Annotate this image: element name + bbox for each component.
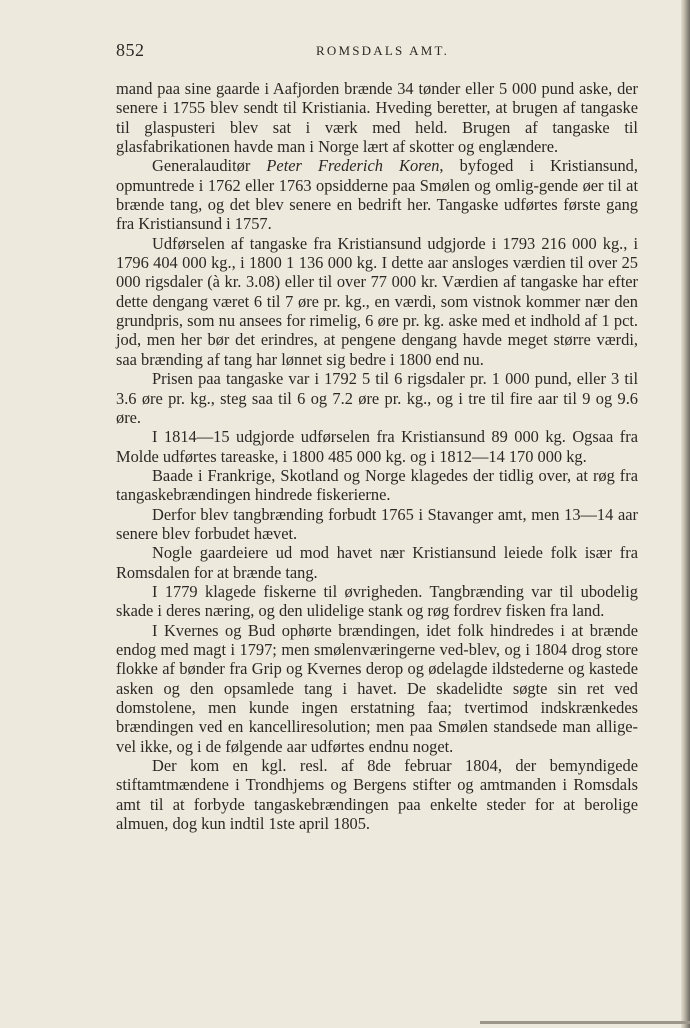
paragraph-text: , byfoged i Kristiansund, opmuntrede i 1762 eller 1763 opsidderne paa Smølen og omlig-gende øer til at brænde tang, og det blev senere en bedrift her. Tangaske udførtes første gang fra Kristiansund i 1757. <box>116 156 638 234</box>
paragraph <box>116 156 638 233</box>
paragraph: Prisen paa tangaske var i 1792 5 til 6 rigsdaler pr. 1 000 pund, eller 3 til 3.6 øre pr. kg., steg saa til 6 og 7.2 øre pr. kg., og i tre til fire aar til 9 og 9.6 øre. <box>116 369 638 427</box>
paragraph: Nogle gaardeiere ud mod havet nær Kristiansund leiede folk især fra Romsdalen for at brænde tang. <box>116 543 638 582</box>
paragraph: mand paa sine gaarde i Aafjorden brænde 34 tønder eller 5 000 pund aske, der senere i 1755 blev sendt til Kristiania. Hveding beretter, at brugen af tangaske til glaspusteri blev sat i værk med held. Brugen af tangaske til glasfabrikationen havde man i Norge lært af skotter og englændere. <box>116 79 638 157</box>
paragraph: Baade i Frankrige, Skotland og Norge klagedes der tidlig over, at røg fra tangaskebrændingen hindrede fiskerierne. <box>116 465 638 505</box>
page-header <box>116 40 638 62</box>
paragraph-text: Generalauditør <box>152 156 267 176</box>
page-edge <box>681 0 690 1028</box>
paragraph: Derfor blev tangbrænding forbudt 1765 i Stavanger amt, men 13—14 aar senere blev forbudet hævet. <box>116 504 638 543</box>
paragraph: I 1814—15 udgjorde udførselen fra Kristiansund 89 000 kg. Ogsaa fra Molde udførtes tareaske, i 1800 485 000 kg. og i 1812—14 170 000 kg. <box>116 427 638 466</box>
paragraph: I 1779 klagede fiskerne til øvrigheden. Tangbrænding var til ubodelig skade i deres næring, og den ulidelige stank og røg fordrev fisken fra land. <box>116 581 638 621</box>
page-bottom-edge <box>480 1021 690 1024</box>
body-text <box>116 79 638 833</box>
running-title: ROMSDALS AMT. <box>316 43 450 58</box>
paragraph: Udførselen af tangaske fra Kristiansund udgjorde i 1793 216 000 kg., i 1796 404 000 kg., i 1800 1 136 000 kg. I dette aar ansloges værdien til over 25 000 rigsdaler (à kr. 3.08) eller til over 77 000 kr. Værdien af tangaske har efter dette dengang været 6 til 7 øre pr. kg., en værdi, som vistnok kommer nær den grundpris, som nu ansees for rimelig, 6 øre pr. kg. aske med et indhold af 1 pct. jod, men her bør det erindres, at pengene dengang havde meget større værdi, saa brænding af tang har lønnet sig bedre i 1800 end nu. <box>116 233 638 369</box>
paragraph: I Kvernes og Bud ophørte brændingen, idet folk hindredes i at brænde endog med magt i 1797; men smølenværingerne ved-blev, og i 1804 drog store flokke af bønder fra Grip og Kvernes derop og ødelagde ildstederne og kastede asken og den opsamlede tang i havet. De skadelidte søgte sin ret ved domstolene, men kunde ingen erstatning faa; tvertimod indskrænkedes brændingen ved en kancelliresolution; men paa Smølen standsede man allige-vel ikke, og i de følgende aar udførtes endnu noget. <box>116 620 638 756</box>
paragraph: Der kom en kgl. resl. af 8de februar 1804, der bemyndigede stiftamtmændene i Trondhjems og Bergens stifter og amtmanden i Romsdals amt til at forbyde tangaskebrændingen paa enkelte steder for at berolige almuen, dog kun indtil 1ste april 1805. <box>116 756 638 834</box>
page-number: 852 <box>116 40 145 60</box>
person-name: Peter Frederich Koren <box>266 156 440 176</box>
